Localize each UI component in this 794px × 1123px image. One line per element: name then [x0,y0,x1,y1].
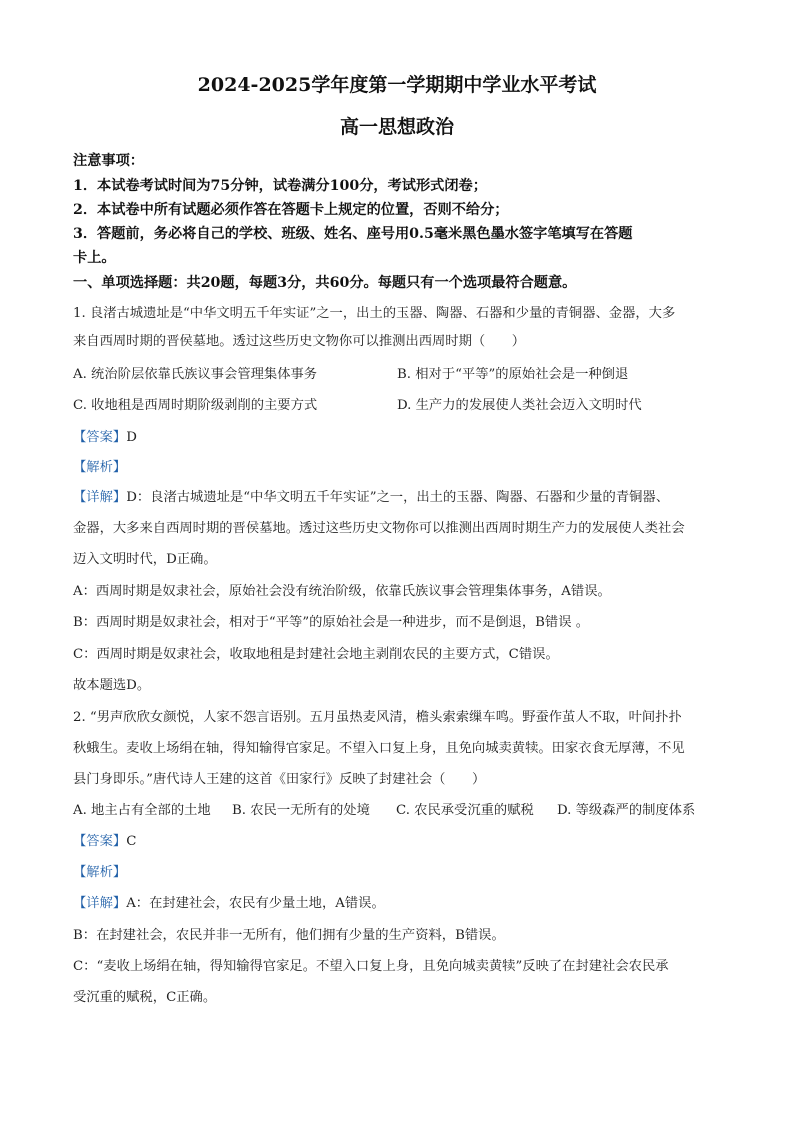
answer-value: C [126,834,137,849]
detail-text: D：良渚古城遗址是“中华文明五千年实证”之一，出土的玉器、陶器、石器和少量的青铜器、 [126,490,670,505]
question-2-option-c: C. 农民承受沉重的赋税 [396,803,534,818]
question-1-option-a: A. 统治阶层依靠氏族议事会管理集体事务 [73,367,318,382]
question-1-answer [73,426,137,445]
question-1-analysis-tag: 【解析】 [73,460,127,475]
answer-tag: 【答案】 [73,430,127,445]
exam-subject: 高一思想政治 [339,116,454,138]
section-heading: 一、单项选择题：共20题，每题3分，共60分。每题只有一个选项最符合题意。 [73,275,577,291]
question-1-option-c: C. 收地租是西周时期阶级剥削的主要方式 [73,398,318,413]
question-2-stem: 秋蛾生。麦收上场绢在轴，得知输得官家足。不望入口复上身，且免向城卖黄犊。田家衣食无厚薄，不见 [73,741,685,756]
notice-heading: 注意事项： [73,153,144,169]
question-1-detail: A：西周时期是奴隶社会，原始社会没有统治阶级，依靠氏族议事会管理集体事务，A错误。 [73,584,611,599]
question-2-answer [73,830,136,849]
question-2-analysis-tag: 【解析】 [73,865,127,880]
question-2-stem: 县门身即乐。”唐代诗人王建的这首《田家行》反映了封建社会（ ） [73,772,486,787]
answer-tag: 【答案】 [73,834,127,849]
question-2-detail [73,892,385,911]
question-1-conclusion: 故本题选D。 [73,678,151,693]
notice-item: 2．本试卷中所有试题必须作答在答题卡上规定的位置，否则不给分； [73,202,509,218]
question-2-detail: 受沉重的赋税，C正确。 [73,990,217,1005]
question-1-stem: 来自西周时期的晋侯墓地。透过这些历史文物你可以推测出西周时期（ ） [73,334,526,349]
question-1-detail: 金器，大多来自西周时期的晋侯墓地。透过这些历史文物你可以推测出西周时期生产力的发展使人类社会 [73,521,685,536]
question-2-detail: B：在封建社会，农民并非一无所有，他们拥有少量的生产资料，B错误。 [73,928,505,943]
question-1-option-b: B. 相对于“平等”的原始社会是一种倒退 [397,367,629,382]
question-1-detail: 迈入文明时代，D正确。 [73,552,217,567]
notice-item: 3．答题前，务必将自己的学校、班级、姓名、座号用0.5毫米黑色墨水签字笔填写在答题 [73,226,633,242]
detail-tag: 【详解】 [73,490,127,505]
question-1-option-d: D. 生产力的发展使人类社会迈入文明时代 [397,398,642,413]
question-2-option-b: B. 农民一无所有的处境 [232,803,370,818]
exam-title: 2024-2025学年度第一学期期中学业水平考试 [197,74,597,96]
question-1-stem: 1. 良渚古城遗址是“中华文明五千年实证”之一，出土的玉器、陶器、石器和少量的青铜器、金器，大多 [73,306,676,321]
question-1-detail: C：西周时期是奴隶社会，收取地租是封建社会地主剥削农民的主要方式，C错误。 [73,647,559,662]
question-1-detail: B：西周时期是奴隶社会，相对于“平等”的原始社会是一种进步，而不是倒退，B错误 。 [73,615,590,630]
question-2-option-d: D. 等级森严的制度体系 [557,803,696,818]
detail-text: A：在封建社会，农民有少量土地，A错误。 [126,896,385,911]
question-1-detail [73,486,669,505]
answer-value: D [126,430,137,445]
question-2-detail: C：“麦收上场绢在轴，得知输得官家足。不望入口复上身，且免向城卖黄犊”反映了在封建社会农民承 [73,959,669,974]
notice-item: 1．本试卷考试时间为75分钟，试卷满分100分，考试形式闭卷； [73,178,487,194]
notice-item: 卡上。 [73,250,116,266]
question-2-stem: 2. “男声欣欣女颜悦，人家不怨言语别。五月虽热麦风清，檐头索索缫车鸣。野蚕作茧人不取，叶间扑扑 [73,710,682,725]
question-2-option-a: A. 地主占有全部的土地 [73,803,211,818]
detail-tag: 【详解】 [73,896,127,911]
